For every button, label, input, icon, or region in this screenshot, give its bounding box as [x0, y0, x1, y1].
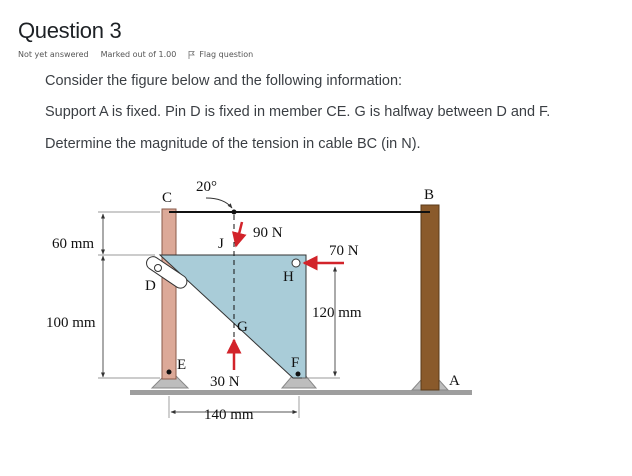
label-j: J — [218, 236, 224, 252]
force-90-arrow — [236, 222, 242, 246]
marks-info: Marked out of 1.00 — [100, 50, 177, 59]
angle-arc — [206, 198, 232, 208]
label-a: A — [449, 373, 460, 389]
post-ab — [421, 205, 439, 390]
force-30-label: 30 N — [210, 374, 240, 390]
answer-status: Not yet answered — [18, 50, 89, 59]
support-info-text: Support A is fixed. Pin D is fixed in member CE. G is halfway between D and F. — [45, 104, 551, 120]
label-b: B — [424, 187, 435, 203]
pin-e — [167, 370, 172, 375]
dim-120-label: 120 mm — [312, 305, 362, 321]
angle-label: 20° — [196, 179, 217, 195]
pin-f — [296, 372, 301, 377]
pin-d — [155, 265, 162, 272]
force-70-label: 70 N — [329, 243, 359, 259]
task-text: Determine the magnitude of the tension in cable BC (in N). — [45, 136, 421, 152]
ground — [130, 390, 472, 395]
label-g: G — [237, 319, 248, 335]
dim-60-label: 60 mm — [52, 236, 95, 252]
member-ce — [162, 209, 176, 379]
dim-100-label: 100 mm — [46, 315, 96, 331]
question-title: Question 3 — [18, 18, 122, 43]
intro-text: Consider the figure below and the following information: — [45, 73, 403, 89]
flag-label: Flag question — [199, 50, 254, 59]
pin-h — [292, 259, 300, 267]
dim-140-label: 140 mm — [204, 407, 254, 423]
point-j — [232, 210, 237, 215]
label-c: C — [162, 190, 173, 206]
label-d: D — [145, 278, 156, 294]
force-90-label: 90 N — [253, 225, 283, 241]
label-f: F — [291, 355, 300, 371]
label-h: H — [283, 269, 294, 285]
label-e: E — [177, 357, 187, 373]
